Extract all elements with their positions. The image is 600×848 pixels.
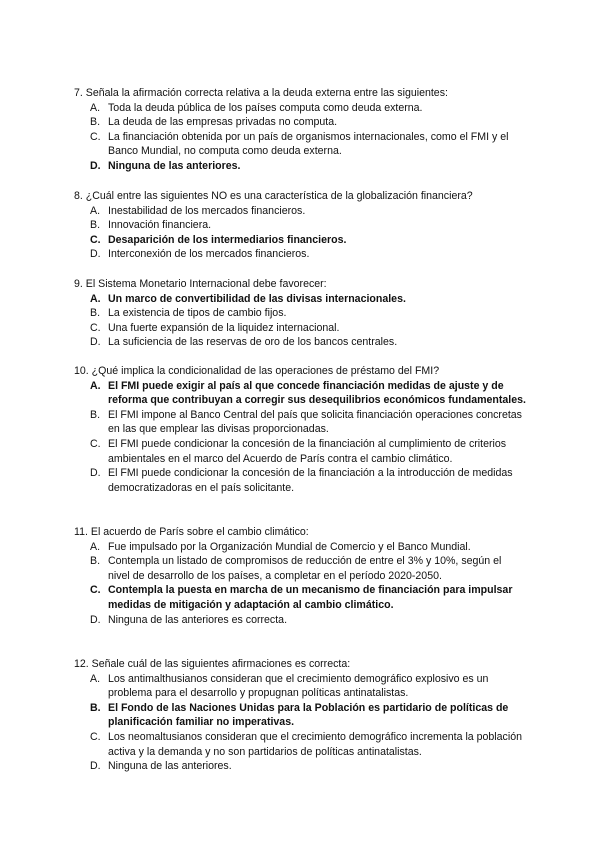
question-stem: 12. Señale cuál de las siguientes afirmaciones es correcta: — [74, 658, 351, 670]
option-b — [74, 218, 526, 233]
option-a — [74, 672, 526, 701]
option-a — [74, 540, 526, 555]
option-text: Ninguna de las anteriores es correcta. — [108, 613, 288, 626]
option-b — [74, 306, 526, 321]
option-b — [74, 554, 526, 583]
option-letter: B. — [90, 219, 101, 232]
option-letter: D. — [90, 467, 101, 480]
answer-options — [74, 292, 526, 350]
question-11 — [74, 525, 526, 627]
option-letter: D. — [90, 159, 101, 172]
option-text: Contempla un listado de compromisos de reducción de entre el 3% y 10%, según el nivel de desarrollo de los países, a completar en el período 2020-2050. — [108, 555, 502, 582]
option-text: Los antimalthusianos consideran que el crecimiento demográfico explosivo es un problema para el desarrollo y propugnan políticas antinatalistas. — [108, 672, 489, 700]
option-letter: B. — [90, 408, 101, 421]
question-9 — [74, 277, 526, 350]
option-letter: B. — [90, 555, 101, 568]
option-a — [74, 101, 526, 116]
option-letter: A. — [90, 672, 101, 685]
option-text: Ninguna de las anteriores. — [108, 159, 241, 172]
option-d — [74, 335, 526, 350]
answer-options — [74, 204, 526, 262]
option-text: Ninguna de las anteriores. — [108, 760, 232, 773]
option-text: El FMI puede condicionar la concesión de la financiación a la introducción de medidas democratizadoras en el país solicitante. — [108, 467, 513, 494]
option-letter: C. — [90, 321, 101, 334]
option-b — [74, 408, 526, 437]
option-letter: D. — [90, 248, 101, 261]
option-c-correct — [74, 233, 526, 248]
question-stem: 11. El acuerdo de París sobre el cambio climático: — [74, 526, 309, 538]
option-letter: D. — [90, 760, 101, 773]
option-letter: C. — [90, 437, 101, 450]
option-letter: D. — [90, 613, 101, 626]
option-c-correct — [74, 583, 526, 612]
option-d — [74, 247, 526, 262]
answer-options — [74, 101, 526, 174]
option-letter: C. — [90, 584, 101, 597]
option-text: El FMI puede condicionar la concesión de la financiación al cumplimiento de criterios ambientales en el marco del Acuerdo de París contra el cambio climático. — [108, 437, 507, 465]
option-d — [74, 759, 526, 774]
option-a — [74, 204, 526, 219]
option-c — [74, 130, 526, 159]
option-text: Fue impulsado por la Organización Mundial de Comercio y el Banco Mundial. — [108, 540, 471, 553]
option-letter: B. — [90, 701, 101, 714]
question-10 — [74, 364, 526, 495]
option-letter: D. — [90, 336, 101, 349]
question-8 — [74, 189, 526, 262]
question-12 — [74, 657, 526, 774]
option-a-correct — [74, 292, 526, 307]
option-letter: C. — [90, 730, 101, 743]
option-text: Innovación financiera. — [108, 219, 212, 232]
option-c — [74, 730, 526, 759]
option-c — [74, 437, 526, 466]
question-7 — [74, 86, 526, 174]
answer-options — [74, 540, 526, 628]
option-letter: A. — [90, 101, 101, 114]
option-letter: A. — [90, 379, 101, 392]
option-text: Desaparición de los intermediarios financieros. — [108, 233, 347, 246]
option-letter: C. — [90, 130, 101, 143]
option-text: La financiación obtenida por un país de organismos internacionales, como el FMI y el Banco Mundial, no computa como deuda externa. — [108, 130, 509, 158]
option-text: La existencia de tipos de cambio fijos. — [108, 307, 287, 320]
option-b-correct — [74, 701, 526, 730]
option-letter: A. — [90, 292, 101, 305]
option-c — [74, 321, 526, 336]
option-text: El FMI puede exigir al país al que concede financiación medidas de ajuste y de reforma que contribuyan a corregir sus desequilibrios económicos fundamentales. — [108, 379, 526, 407]
option-b — [74, 115, 526, 130]
option-text: Interconexión de los mercados financieros. — [108, 248, 310, 261]
option-letter: B. — [90, 307, 101, 320]
question-stem: 8. ¿Cuál entre las siguientes NO es una característica de la globalización financiera? — [74, 190, 473, 202]
option-text: Un marco de convertibilidad de las divisas internacionales. — [108, 292, 406, 305]
question-stem: 9. El Sistema Monetario Internacional debe favorecer: — [74, 278, 327, 290]
option-text: La suficiencia de las reservas de oro de los bancos centrales. — [108, 336, 398, 349]
option-text: Inestabilidad de los mercados financieros. — [108, 204, 306, 217]
option-text: Los neomaltusianos consideran que el crecimiento demográfico incrementa la población activa y la demanda y no son partidarios de políticas antinatalistas. — [108, 730, 522, 758]
option-letter: B. — [90, 116, 101, 129]
option-d — [74, 466, 526, 495]
answer-options — [74, 672, 526, 774]
option-text: El FMI impone al Banco Central del país que solicita financiación operaciones concretas en las que emplear las divisas proporcionadas. — [108, 408, 522, 436]
option-text: El Fondo de las Naciones Unidas para la Población es partidario de políticas de planificación familiar no imperativas. — [108, 701, 509, 729]
option-a-correct — [74, 379, 526, 408]
option-letter: A. — [90, 540, 101, 553]
option-letter: A. — [90, 204, 101, 217]
question-stem: 7. Señala la afirmación correcta relativa a la deuda externa entre las siguientes: — [74, 87, 448, 99]
option-letter: C. — [90, 233, 101, 246]
question-stem: 10. ¿Qué implica la condicionalidad de las operaciones de préstamo del FMI? — [74, 365, 440, 377]
option-text: La deuda de las empresas privadas no computa. — [108, 116, 338, 129]
option-text: Contempla la puesta en marcha de un mecanismo de financiación para impulsar medidas de mitigación y adaptación al cambio climático. — [108, 584, 513, 611]
option-d-correct — [74, 159, 526, 174]
option-text: Una fuerte expansión de la liquidez internacional. — [108, 321, 340, 334]
option-d — [74, 613, 526, 628]
option-text: Toda la deuda pública de los países computa como deuda externa. — [108, 101, 423, 114]
answer-options — [74, 379, 526, 496]
